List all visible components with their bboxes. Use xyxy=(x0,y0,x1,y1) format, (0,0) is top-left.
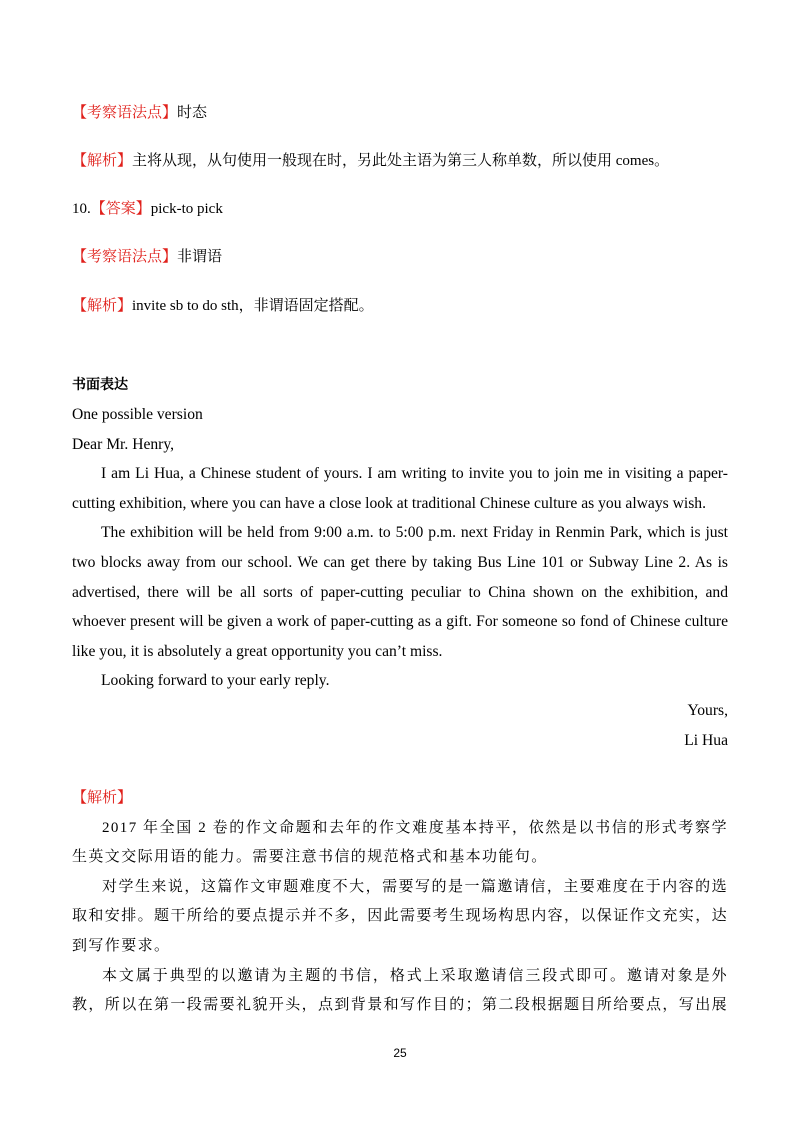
writing-analysis xyxy=(72,784,728,1021)
question-number: 10. xyxy=(72,201,91,217)
letter-signature: Li Hua xyxy=(684,731,728,749)
section-heading-writing: 书面表达 xyxy=(72,377,128,393)
answer-10 xyxy=(72,199,223,219)
letter-paragraph-2: The exhibition will be held from 9:00 a.m. to 5:00 p.m. next Friday in Renmin Park, which is just two blocks away from our school. We can get there by taking Bus Line 101 or Subway Line 2. As is advertised, there will be all sorts of paper-cutting peculiar to China shown on the exhibition, and whoever present will be given a work of paper-cutting as a gift. For someone so fond of Chinese culture like you, it is absolutely a great opportunity you can’t miss. xyxy=(72,524,728,660)
analysis-label: 【解析】 xyxy=(72,298,133,314)
letter-paragraph-1: I am Li Hua, a Chinese student of yours. I am writing to invite you to join me in visiting a paper-cutting exhibition, where you can have a close look at traditional Chinese culture as you always wish. xyxy=(72,465,728,512)
analysis-paragraph-3: 本文属于典型的以邀请为主题的书信，格式上采取邀请信三段式即可。邀请对象是外教，所以在第一段需要礼貌开头，点到背景和写作目的；第二段根据题目所给要点，写出展 xyxy=(72,967,729,1014)
letter-closing: Yours, xyxy=(687,701,728,719)
grammar-point-text: 时态 xyxy=(177,105,208,121)
version-label: One possible version xyxy=(72,406,203,423)
analysis-9 xyxy=(72,151,669,171)
analysis-label: 【解析】 xyxy=(72,153,133,169)
answer-label: 【答案】 xyxy=(90,201,151,217)
grammar-point-10 xyxy=(72,247,222,267)
letter-paragraph-3: Looking forward to your early reply. xyxy=(101,672,330,690)
analysis-paragraph-1: 2017 年全国 2 卷的作文命题和去年的作文难度基本持平，依然是以书信的形式考察学生英文交际用语的能力。需要注意书信的规范格式和基本功能句。 xyxy=(72,819,728,866)
analysis-10 xyxy=(72,296,374,316)
answer-text: pick-to pick xyxy=(150,201,223,217)
analysis-paragraph-2: 对学生来说，这篇作文审题难度不大，需要写的是一篇邀请信，主要难度在于内容的选取和安排。题干所给的要点提示并不多，因此需要考生现场构思内容，以保证作文充实，达到写作要求。 xyxy=(72,878,729,954)
page-number: 25 xyxy=(393,1046,407,1060)
letter-greeting: Dear Mr. Henry, xyxy=(72,435,175,453)
analysis-label: 【解析】 xyxy=(72,790,133,806)
sample-letter xyxy=(72,400,728,755)
grammar-point-label: 【考察语法点】 xyxy=(72,105,178,121)
analysis-text: 主将从现，从句使用一般现在时，另此处主语为第三人称单数，所以使用 comes。 xyxy=(132,153,670,169)
grammar-point-text: 非谓语 xyxy=(177,249,223,265)
grammar-point-9 xyxy=(72,103,207,123)
grammar-point-label: 【考察语法点】 xyxy=(72,249,178,265)
analysis-text: invite sb to do sth，非谓语固定搭配。 xyxy=(132,298,374,314)
